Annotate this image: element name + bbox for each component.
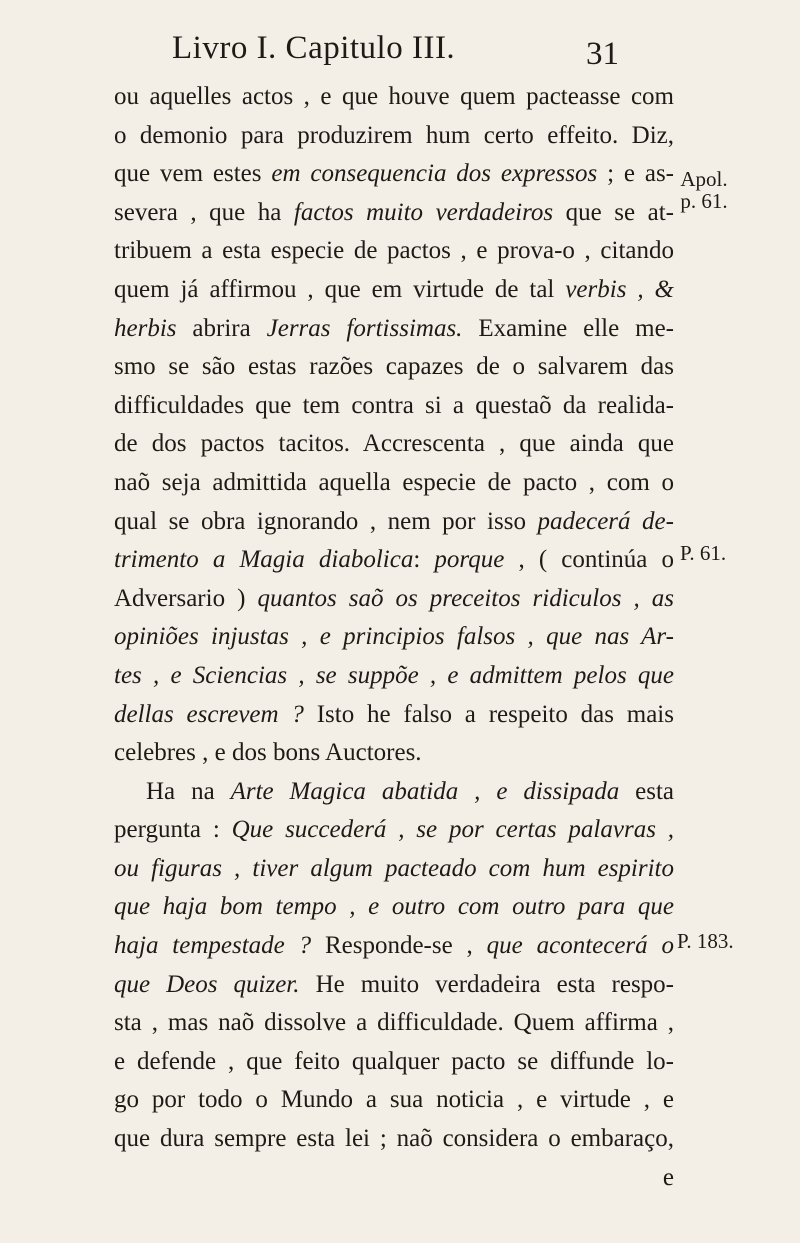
text-run: Responde-se , [311,932,487,960]
text-line: smo se são estas razões capazes de o salvarem das [114,353,674,381]
page-header [0,30,800,70]
text-run: qual se obra ignorando , nem por isso [114,507,538,535]
text-line [114,271,674,310]
text-line [114,927,674,966]
italic-run: dellas escrevem ? [114,700,304,728]
text-line [114,580,674,619]
italic-run: em consequencia dos expressos [271,160,598,188]
text-line: ou aquelles actos , e que houve quem pacteasse com [114,83,674,110]
text-run: Ha na [146,777,231,805]
italic-run: verbis , & [565,275,674,303]
text-run: abrira [176,314,267,342]
catchword: e [662,1163,674,1191]
text-line [114,966,674,1005]
text-run: severa , que ha [114,198,294,226]
italic-run: haja tempestade ? [114,932,312,960]
text-line: tribuem a esta especie de pactos , e prova-o , citando [114,237,674,265]
italic-run: Arte Magica abatida , e dissipada [230,777,620,805]
italic-run: quantos saõ os preceitos ridiculos , as [257,584,674,612]
text-line: sta , mas naõ dissolve a difficuldade. Quem affirma , [114,1009,674,1037]
text-line [114,696,674,735]
text-run: ; e as- [597,160,675,188]
text-line: de dos pactos tacitos. Accrescenta , que ainda que [114,430,674,458]
text-run: Adversario ) [114,584,258,612]
text-run: quem já affirmou , que em virtude de tal [114,275,566,303]
italic-run: que Deos quizer. [114,970,300,998]
text-line: celebres , e dos bons Auctores. [114,739,422,767]
text-line: que haja bom tempo , e outro com outro para que [114,893,674,921]
text-line: go por todo o Mundo a sua noticia , e virtude , e [114,1086,674,1114]
text-run: He muito verdadeira esta respo- [299,970,674,998]
margin-note-apol: Apol. p. 61. [680,167,728,213]
text-run: esta [619,777,674,805]
text-run: : [413,546,435,574]
italic-run: que acontecerá o [486,932,675,960]
italic-run: Jerras fortissimas. [266,314,463,342]
text-run: pergunta : [114,816,232,844]
italic-run: herbis [114,314,177,342]
italic-run: porque [434,546,505,574]
text-run: que vem estes [114,160,272,188]
italic-run: factos muito verdadeiros [293,198,554,226]
text-line: tes , e Sciencias , se suppõe , e admittem pelos que [114,661,674,689]
text-line [114,773,674,812]
text-run: que se at- [553,198,675,226]
text-line [114,155,674,194]
italic-run: Que succederá , se por certas palavras , [231,816,674,844]
text-line: naõ seja admittida aquella especie de pacto , com o [114,468,674,496]
italic-run: trimento a Magia diabolica [114,546,414,574]
margin-note-p61: P. 61. [680,541,727,565]
text-line: o demonio para produzirem hum certo effeito. Diz, [114,121,674,149]
text-line [114,811,674,850]
text-line [114,503,674,542]
text-line [114,310,674,349]
text-run: , ( continúa o [504,546,674,574]
text-line: e defende , que feito qualquer pacto se diffunde lo- [114,1047,674,1075]
text-line: difficuldades que tem contra si a questaõ da realida- [114,391,674,419]
body-text [114,78,674,1197]
margin-note-p183: P. 183. [677,929,734,953]
italic-run: padecerá de- [537,507,674,535]
text-line [114,541,674,580]
page-number: 31 [586,36,619,72]
text-run: Examine elle me- [462,314,674,342]
text-line: ou figuras , tiver algum pacteado com hum espirito [114,854,674,882]
text-line: opiniões injustas , e principios falsos , que nas Ar- [114,623,674,651]
text-run: Isto he falso a respeito das mais [303,700,674,728]
text-line [114,194,674,233]
running-head: Livro I. Capitulo III. [172,30,456,66]
text-line: que dura sempre esta lei ; naõ considera o embaraço, [114,1125,674,1153]
